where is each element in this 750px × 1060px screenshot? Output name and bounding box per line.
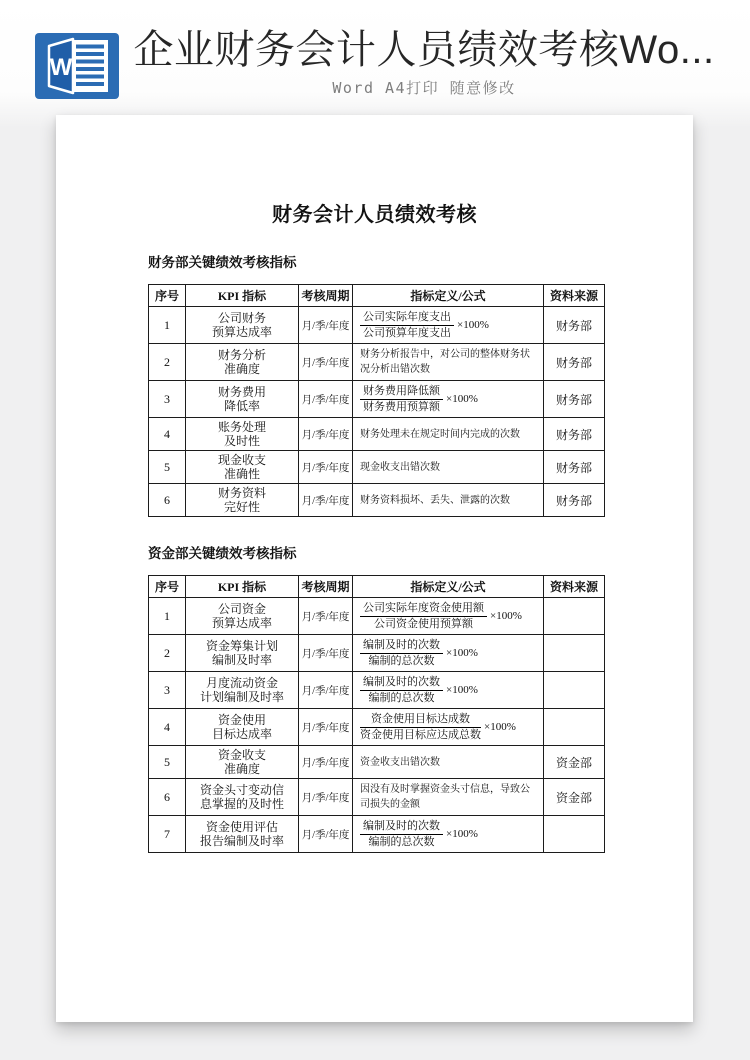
kpi-line: 资金筹集计划 bbox=[205, 639, 278, 653]
table-row bbox=[149, 381, 605, 418]
site-header bbox=[0, 0, 750, 112]
fraction-multiplier: ×100% bbox=[490, 610, 522, 622]
cell-period: 月/季/年度 bbox=[299, 635, 353, 672]
fraction-numerator: 公司实际年度资金使用额 bbox=[360, 602, 487, 617]
cell-definition bbox=[353, 779, 544, 816]
definition-text: 因没有及时掌握资金头寸信息，导致公司损失的金额 bbox=[360, 784, 530, 810]
cell-kpi bbox=[186, 635, 299, 672]
cell-source: 财务部 bbox=[544, 381, 605, 418]
fraction-numerator: 编制及时的次数 bbox=[360, 820, 443, 835]
cell-definition bbox=[353, 598, 544, 635]
column-header: KPI 指标 bbox=[186, 576, 299, 598]
cell-kpi bbox=[186, 746, 299, 779]
fraction-numerator: 编制及时的次数 bbox=[360, 639, 443, 654]
table-row bbox=[149, 779, 605, 816]
definition-text: 财务分析报告中，对公司的整体财务状况分析出错次数 bbox=[360, 349, 530, 375]
definition-text: 财务资料损坏、丢失、泄露的次数 bbox=[360, 494, 510, 506]
kpi-line: 完好性 bbox=[223, 500, 260, 514]
cell-source: 财务部 bbox=[544, 307, 605, 344]
cell-index: 1 bbox=[149, 307, 186, 344]
cell-source bbox=[544, 709, 605, 746]
document-body bbox=[148, 251, 604, 853]
definition-text: 现金收支出错次数 bbox=[360, 461, 440, 473]
column-header: 考核周期 bbox=[299, 285, 353, 307]
kpi-section bbox=[148, 542, 604, 853]
cell-period: 月/季/年度 bbox=[299, 746, 353, 779]
fraction-denominator: 编制的总次数 bbox=[368, 836, 435, 848]
cell-source: 资金部 bbox=[544, 746, 605, 779]
table-row bbox=[149, 484, 605, 517]
cell-definition bbox=[353, 746, 544, 779]
fraction-stack bbox=[360, 385, 443, 414]
fraction-numerator: 公司实际年度支出 bbox=[360, 311, 454, 326]
fraction-numerator: 编制及时的次数 bbox=[360, 676, 443, 691]
table-row bbox=[149, 672, 605, 709]
cell-definition bbox=[353, 451, 544, 484]
fraction-stack bbox=[360, 311, 454, 340]
fraction-multiplier: ×100% bbox=[457, 319, 489, 331]
cell-period: 月/季/年度 bbox=[299, 344, 353, 381]
kpi-line: 现金收支 bbox=[217, 453, 266, 467]
cell-definition bbox=[353, 418, 544, 451]
cell-period: 月/季/年度 bbox=[299, 672, 353, 709]
formula-fraction bbox=[360, 820, 478, 849]
cell-source bbox=[544, 816, 605, 853]
table-header-row bbox=[149, 576, 605, 598]
cell-index: 4 bbox=[149, 418, 186, 451]
cell-definition bbox=[353, 344, 544, 381]
cell-definition bbox=[353, 709, 544, 746]
table-row bbox=[149, 635, 605, 672]
table-row bbox=[149, 709, 605, 746]
kpi-line: 预算达成率 bbox=[211, 616, 272, 630]
cell-period: 月/季/年度 bbox=[299, 484, 353, 517]
formula-fraction bbox=[360, 676, 478, 705]
cell-period: 月/季/年度 bbox=[299, 598, 353, 635]
cell-index: 1 bbox=[149, 598, 186, 635]
cell-index: 3 bbox=[149, 672, 186, 709]
cell-index: 7 bbox=[149, 816, 186, 853]
kpi-line: 资金使用 bbox=[217, 713, 266, 727]
product-title: 企业财务会计人员绩效考核Wo... bbox=[133, 28, 715, 72]
fraction-denominator: 编制的总次数 bbox=[368, 692, 435, 704]
formula-fraction bbox=[360, 639, 478, 668]
kpi-line: 准确度 bbox=[223, 762, 260, 776]
cell-source bbox=[544, 672, 605, 709]
table-row bbox=[149, 816, 605, 853]
document-title: 财务会计人员绩效考核 bbox=[272, 204, 477, 226]
cell-period: 月/季/年度 bbox=[299, 307, 353, 344]
cell-index: 2 bbox=[149, 635, 186, 672]
document-page bbox=[56, 115, 693, 1022]
kpi-line: 财务分析 bbox=[217, 348, 266, 362]
kpi-line: 公司资金 bbox=[217, 602, 266, 616]
cell-index: 3 bbox=[149, 381, 186, 418]
fraction-stack bbox=[360, 713, 481, 742]
column-header: 考核周期 bbox=[299, 576, 353, 598]
cell-kpi bbox=[186, 816, 299, 853]
cell-kpi bbox=[186, 381, 299, 418]
cell-kpi bbox=[186, 779, 299, 816]
kpi-line: 资金收支 bbox=[217, 748, 266, 762]
section-heading: 资金部关键绩效考核指标 bbox=[148, 546, 297, 561]
table-row bbox=[149, 598, 605, 635]
table-row bbox=[149, 451, 605, 484]
kpi-line: 财务资料 bbox=[217, 486, 266, 500]
kpi-line: 目标达成率 bbox=[211, 727, 272, 741]
formula-fraction bbox=[360, 602, 522, 631]
kpi-line: 息掌握的及时性 bbox=[199, 797, 284, 811]
cell-source: 财务部 bbox=[544, 451, 605, 484]
kpi-line: 报告编制及时率 bbox=[199, 834, 284, 848]
formula-fraction bbox=[360, 311, 489, 340]
cell-index: 4 bbox=[149, 709, 186, 746]
fraction-multiplier: ×100% bbox=[446, 684, 478, 696]
kpi-line: 及时性 bbox=[223, 434, 260, 448]
cell-source: 资金部 bbox=[544, 779, 605, 816]
kpi-table bbox=[148, 575, 605, 853]
cell-index: 5 bbox=[149, 451, 186, 484]
cell-source: 财务部 bbox=[544, 344, 605, 381]
kpi-line: 准确性 bbox=[223, 467, 260, 481]
cell-index: 6 bbox=[149, 484, 186, 517]
column-header: 序号 bbox=[149, 576, 186, 598]
fraction-multiplier: ×100% bbox=[446, 828, 478, 840]
word-logo-letter: W bbox=[50, 54, 73, 81]
fraction-stack bbox=[360, 676, 443, 705]
formula-fraction bbox=[360, 713, 516, 742]
formula-fraction bbox=[360, 385, 478, 414]
cell-kpi bbox=[186, 344, 299, 381]
cell-index: 5 bbox=[149, 746, 186, 779]
kpi-line: 资金使用评估 bbox=[205, 820, 278, 834]
cell-index: 2 bbox=[149, 344, 186, 381]
cell-definition bbox=[353, 307, 544, 344]
column-header: KPI 指标 bbox=[186, 285, 299, 307]
cell-kpi bbox=[186, 484, 299, 517]
kpi-line: 准确度 bbox=[223, 362, 260, 376]
cell-kpi bbox=[186, 672, 299, 709]
table-row bbox=[149, 344, 605, 381]
cell-period: 月/季/年度 bbox=[299, 381, 353, 418]
cell-definition bbox=[353, 816, 544, 853]
cell-period: 月/季/年度 bbox=[299, 709, 353, 746]
definition-text: 资金收支出错次数 bbox=[360, 756, 440, 768]
cell-definition bbox=[353, 635, 544, 672]
column-header: 资料来源 bbox=[544, 285, 605, 307]
definition-text: 财务处理未在规定时间内完成的次数 bbox=[360, 428, 520, 440]
fraction-stack bbox=[360, 639, 443, 668]
cell-index: 6 bbox=[149, 779, 186, 816]
fraction-denominator: 财务费用预算额 bbox=[363, 401, 440, 413]
kpi-line: 降低率 bbox=[223, 399, 260, 413]
cell-source: 财务部 bbox=[544, 484, 605, 517]
fraction-numerator: 财务费用降低额 bbox=[360, 385, 443, 400]
kpi-line: 公司财务 bbox=[217, 311, 266, 325]
fraction-denominator: 公司预算年度支出 bbox=[363, 327, 451, 339]
column-header: 序号 bbox=[149, 285, 186, 307]
cell-kpi bbox=[186, 709, 299, 746]
kpi-line: 资金头寸变动信 bbox=[199, 783, 284, 797]
fraction-stack bbox=[360, 602, 487, 631]
column-header: 资料来源 bbox=[544, 576, 605, 598]
word-logo-icon bbox=[35, 33, 119, 104]
fraction-denominator: 资金使用目标应达成总数 bbox=[360, 729, 481, 741]
kpi-line: 账务处理 bbox=[217, 420, 266, 434]
kpi-line: 编制及时率 bbox=[211, 653, 272, 667]
kpi-table bbox=[148, 284, 605, 517]
kpi-section bbox=[148, 251, 604, 517]
kpi-line: 财务费用 bbox=[217, 385, 266, 399]
fraction-stack bbox=[360, 820, 443, 849]
column-header: 指标定义/公式 bbox=[353, 576, 544, 598]
cell-definition bbox=[353, 381, 544, 418]
cell-kpi bbox=[186, 418, 299, 451]
table-row bbox=[149, 307, 605, 344]
fraction-denominator: 编制的总次数 bbox=[368, 655, 435, 667]
cell-definition bbox=[353, 672, 544, 709]
cell-kpi bbox=[186, 598, 299, 635]
cell-source bbox=[544, 635, 605, 672]
table-row bbox=[149, 746, 605, 779]
cell-definition bbox=[353, 484, 544, 517]
fraction-numerator: 资金使用目标达成数 bbox=[360, 713, 481, 728]
cell-source: 财务部 bbox=[544, 418, 605, 451]
fraction-multiplier: ×100% bbox=[446, 393, 478, 405]
kpi-line: 月度流动资金 bbox=[205, 676, 278, 690]
table-header-row bbox=[149, 285, 605, 307]
fraction-multiplier: ×100% bbox=[446, 647, 478, 659]
cell-period: 月/季/年度 bbox=[299, 816, 353, 853]
cell-kpi bbox=[186, 307, 299, 344]
kpi-line: 预算达成率 bbox=[211, 325, 272, 339]
header-text bbox=[133, 26, 714, 98]
cell-period: 月/季/年度 bbox=[299, 451, 353, 484]
kpi-line: 计划编制及时率 bbox=[199, 690, 284, 704]
table-row bbox=[149, 418, 605, 451]
fraction-multiplier: ×100% bbox=[484, 721, 516, 733]
cell-period: 月/季/年度 bbox=[299, 779, 353, 816]
section-heading: 财务部关键绩效考核指标 bbox=[148, 255, 297, 270]
fraction-denominator: 公司资金使用预算额 bbox=[374, 618, 473, 630]
cell-source bbox=[544, 598, 605, 635]
product-subtitle: Word A4打印 随意修改 bbox=[332, 79, 516, 97]
column-header: 指标定义/公式 bbox=[353, 285, 544, 307]
cell-period: 月/季/年度 bbox=[299, 418, 353, 451]
cell-kpi bbox=[186, 451, 299, 484]
